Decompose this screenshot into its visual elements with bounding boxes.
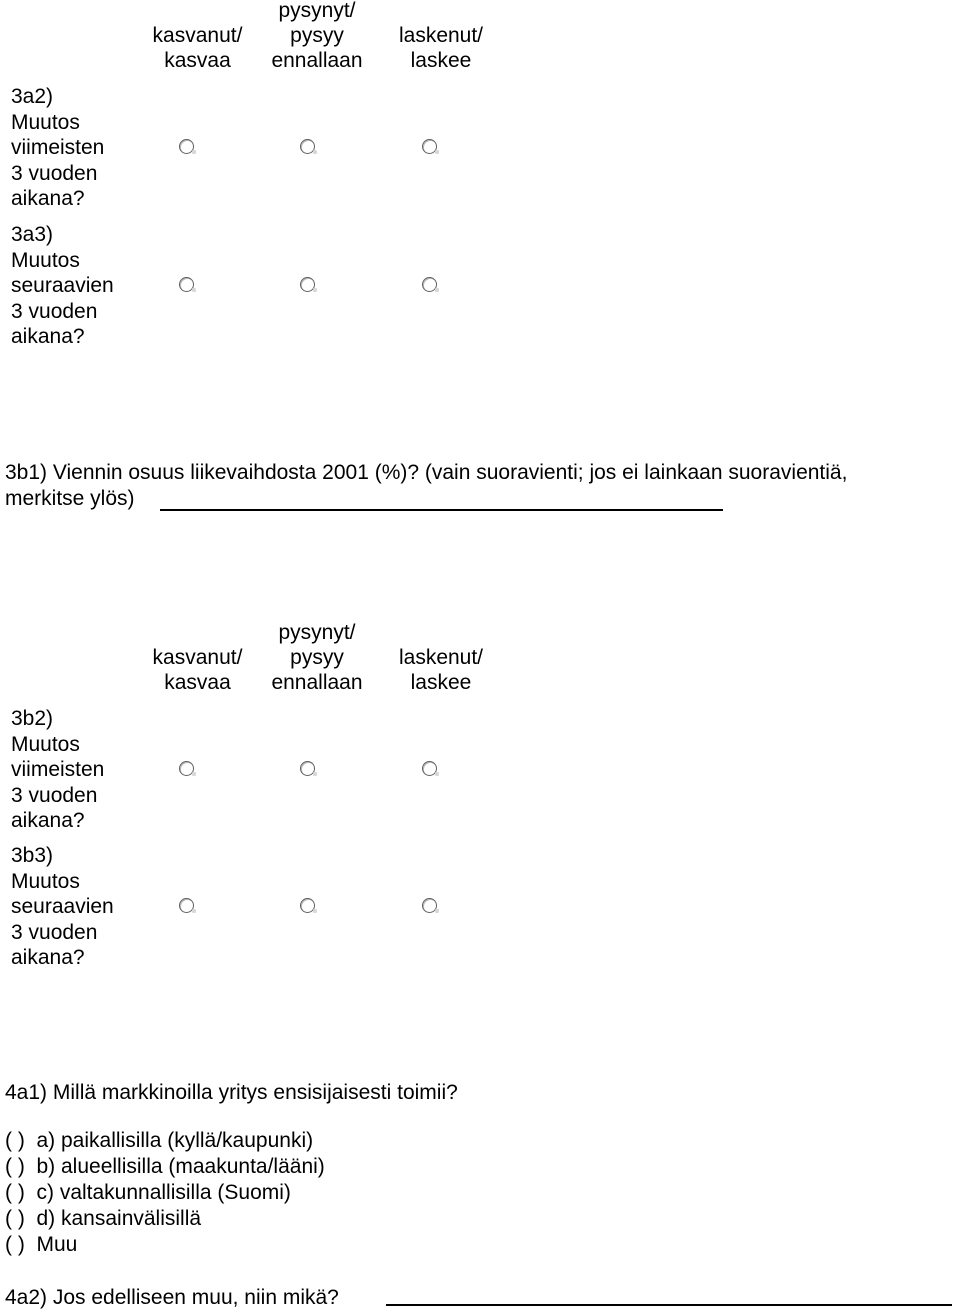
option-4a1-c[interactable]: ( ) c) valtakunnallisilla (Suomi) bbox=[5, 1181, 291, 1204]
radio-3a3-kasvanut[interactable] bbox=[179, 277, 194, 292]
radio-3a2-pysynyt[interactable] bbox=[300, 139, 315, 154]
row-label-3b2: 3b2) Muutos viimeisten 3 vuoden aikana? bbox=[11, 707, 105, 833]
answer-line-3b1[interactable] bbox=[160, 509, 723, 511]
option-4a1-d[interactable]: ( ) d) kansainvälisillä bbox=[5, 1207, 202, 1230]
option-4a1-a[interactable]: ( ) a) paikallisilla (kyllä/kaupunki) bbox=[5, 1129, 314, 1152]
option-4a1-b[interactable]: ( ) b) alueellisilla (maakunta/lääni) bbox=[5, 1155, 325, 1178]
question-4a2-text: 4a2) Jos edelliseen muu, niin mikä? bbox=[5, 1286, 339, 1309]
question-3b1-line2: merkitse ylös) bbox=[5, 487, 135, 510]
radio-3b3-kasvanut[interactable] bbox=[179, 898, 194, 913]
question-3b1-line1: 3b1) Viennin osuus liikevaihdosta 2001 (%)? (vain suoravienti; jos ei lainkaan suoravientiä, bbox=[5, 461, 848, 484]
question-4a1-text: 4a1) Millä markkinoilla yritys ensisijaisesti toimii? bbox=[5, 1081, 458, 1104]
col-header-kasvanut: kasvanut/ kasvaa bbox=[152, 24, 243, 72]
radio-3a3-pysynyt[interactable] bbox=[300, 277, 315, 292]
radio-3b3-laskenut[interactable] bbox=[422, 898, 437, 913]
row-label-3b3: 3b3) Muutos seuraavien 3 vuoden aikana? bbox=[11, 844, 114, 970]
col-header-pysynyt: pysynyt/ pysyy ennallaan bbox=[271, 0, 363, 72]
radio-3a2-laskenut[interactable] bbox=[422, 139, 437, 154]
row-label-3a2: 3a2) Muutos viimeisten 3 vuoden aikana? bbox=[11, 85, 105, 211]
radio-3b2-pysynyt[interactable] bbox=[300, 761, 315, 776]
col-header-pysynyt: pysynyt/ pysyy ennallaan bbox=[271, 621, 363, 694]
radio-3b3-pysynyt[interactable] bbox=[300, 898, 315, 913]
radio-3a3-laskenut[interactable] bbox=[422, 277, 437, 292]
row-label-3a3: 3a3) Muutos seuraavien 3 vuoden aikana? bbox=[11, 223, 114, 349]
col-header-laskenut: laskenut/ laskee bbox=[398, 24, 484, 72]
radio-3a2-kasvanut[interactable] bbox=[179, 139, 194, 154]
radio-3b2-laskenut[interactable] bbox=[422, 761, 437, 776]
option-4a1-muu[interactable]: ( ) Muu bbox=[5, 1233, 78, 1256]
radio-3b2-kasvanut[interactable] bbox=[179, 761, 194, 776]
col-header-kasvanut: kasvanut/ kasvaa bbox=[152, 646, 243, 694]
col-header-laskenut: laskenut/ laskee bbox=[398, 646, 484, 694]
answer-line-4a2[interactable] bbox=[386, 1304, 952, 1306]
